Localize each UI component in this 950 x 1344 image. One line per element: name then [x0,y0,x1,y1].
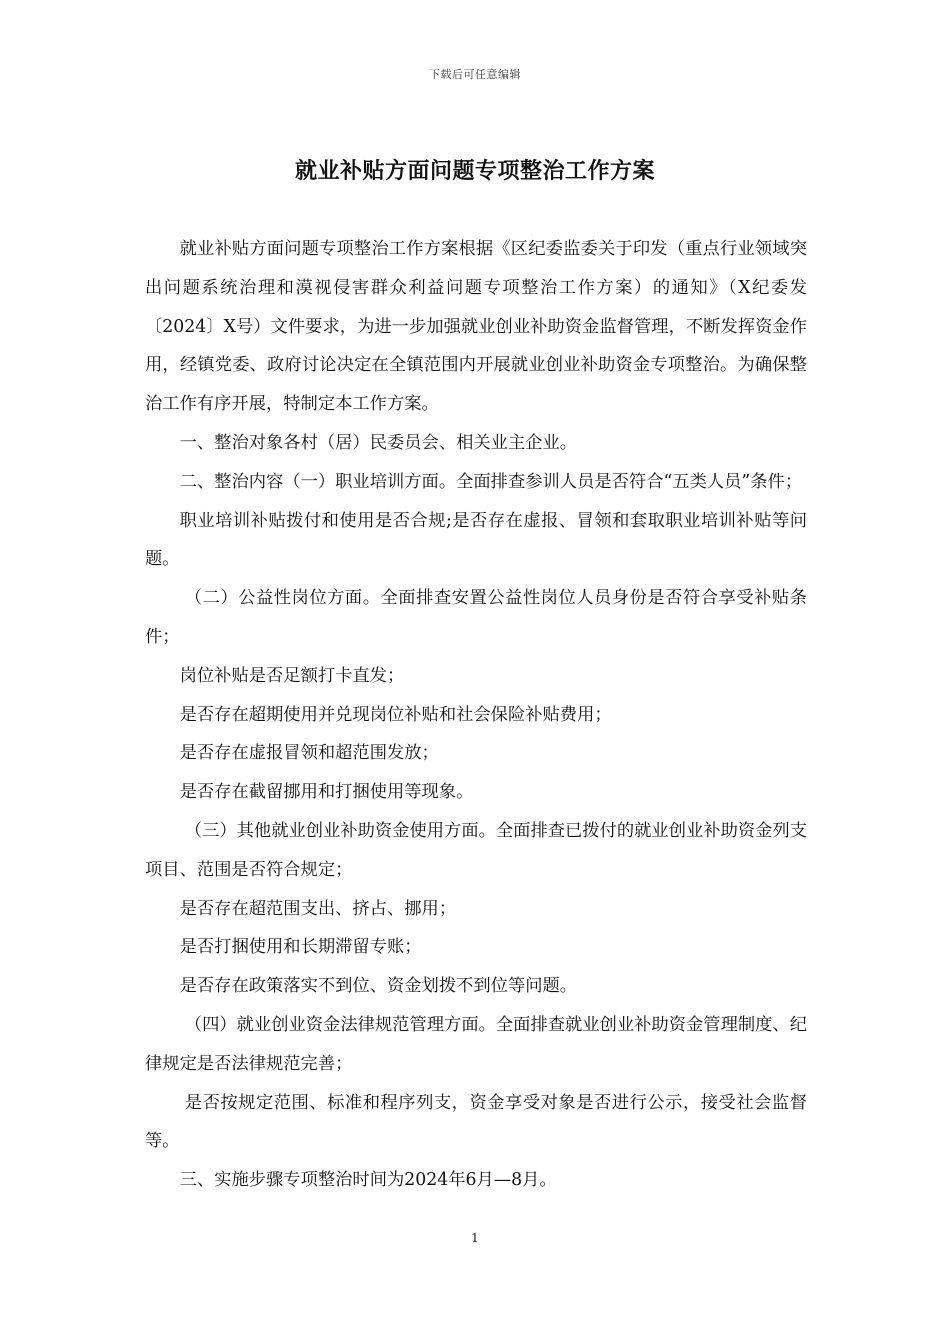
paragraph-public-disclosure: 是否按规定范围、标准和程序列支，资金享受对象是否进行公示，接受社会监督等。 [145,1092,807,1152]
paragraph-bundled-use: 是否打捆使用和长期滞留专账； [179,937,422,958]
paragraph-misappropriation: 是否存在截留挪用和打捆使用等现象。 [179,782,474,803]
paragraph-section-2: 二、整治内容（一）职业培训方面。全面排查参训人员是否符合“五类人员”条件； [179,471,803,492]
page-number: 1 [471,1231,479,1245]
paragraph-section-1: 一、整治对象各村（居）民委员会、相关业主企业。 [179,432,578,453]
paragraph-other-funds: （三）其他就业创业补助资金使用方面。全面排查已拨付的就业创业补助资金列支项目、范围是否符合规定； [145,820,807,880]
paragraph-overdue-use: 是否存在超期使用并兑现岗位补贴和社会保险补贴费用； [179,704,612,725]
paragraph-section-3: 三、实施步骤专项整治时间为2024年6月—8月。 [179,1170,557,1191]
paragraph-policy-implementation: 是否存在政策落实不到位、资金划拨不到位等问题。 [179,976,578,997]
header-note: 下载后可任意编辑 [429,68,521,81]
document-title: 就业补贴方面问题专项整治工作方案 [294,159,655,184]
paragraph-overspending: 是否存在超范围支出、挤占、挪用； [179,898,457,919]
paragraph-intro: 就业补贴方面问题专项整治工作方案根据《区纪委监委关于印发（重点行业领域突出问题系统治理和漠视侵害群众利益问题专项整治工作方案）的通知》（X纪委发〔2024〕X号）文件要求，为进一步加强就业创业补助资金监督管理，不断发挥资金作用，经镇党委、政府讨论决定在全镇范围内开展就业创业补助资金专项整治。为确保整治工作有序开展，特制定本工作方案。 [145,239,807,415]
paragraph-post-subsidy: 岗位补贴是否足额打卡直发； [179,665,405,686]
paragraph-training-subsidy: 职业培训补贴拨付和使用是否合规;是否存在虚报、冒领和套取职业培训补贴等问题。 [145,510,807,570]
document-body [145,230,807,1200]
paragraph-legal-management: （四）就业创业资金法律规范管理方面。全面排查就业创业补助资金管理制度、纪律规定是否法律规范完善； [145,1014,807,1074]
paragraph-public-posts: （二）公益性岗位方面。全面排查安置公益性岗位人员身份是否符合享受补贴条件； [145,588,807,647]
paragraph-false-claims: 是否存在虚报冒领和超范围发放； [179,743,439,764]
